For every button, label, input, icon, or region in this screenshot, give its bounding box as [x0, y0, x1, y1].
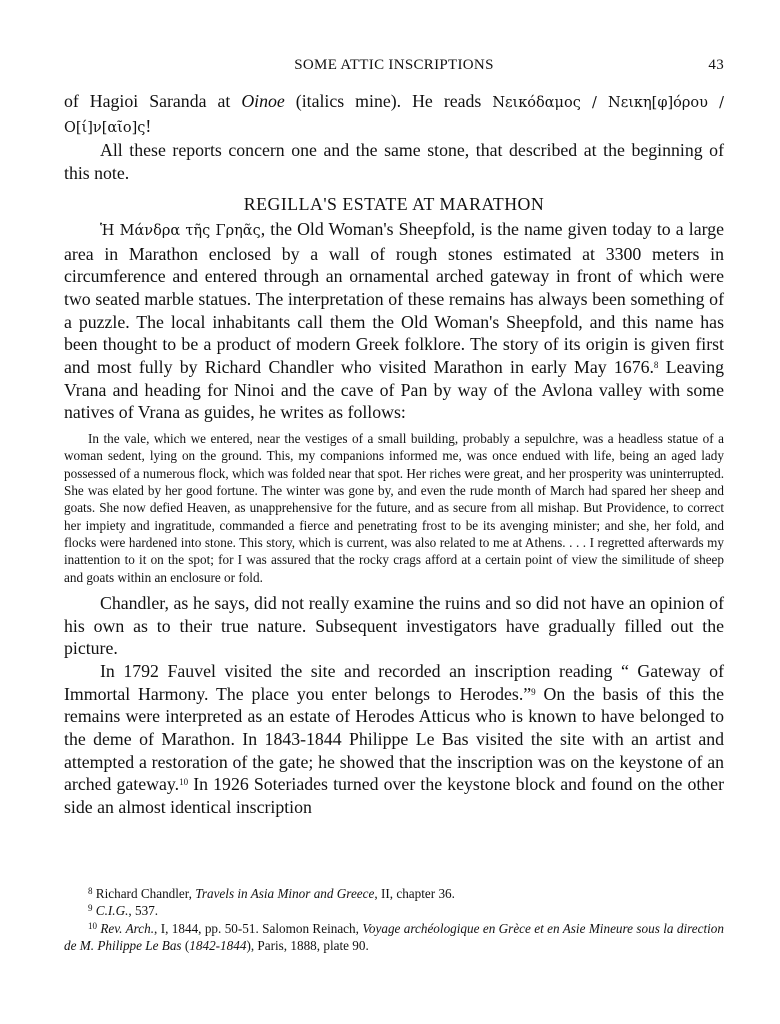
block-quote-chandler: In the vale, which we entered, near the vestiges of a small building, probably a sepulchre, was a headless statue of a woman sedent, lying on the ground. This, my companions informed me, was once endued with life, being an aged lady possessed of a numerous flock, which was folded near that spot. Her riches were great, and her prosperity was uninterrupted. She was elated by her good fortune. The winter was gone by, and even the rude month of March had spared her sheep and goats. She now defied Heaven, as unapprehensive for the future, and as secure from all mishap. But Providence, to correct her impiety and ingratitude, commanded a fierce and penetrating frost to be its avenging minister; and she, her fold, and flocks were hardened into stone. This story, which is current, was also related to me at Athens. . . . I regretted afterwards my inattention to it on the spot; for I was assured that the rocky crags afford at a certain point of view the similitude of sheep and goats within an enclosure or fold. — [64, 431, 724, 585]
book-title: Travels in Asia Minor and Greece — [195, 886, 375, 901]
journal-abbrev: C.I.G. — [92, 903, 129, 919]
footnote-number: 8 — [88, 886, 93, 896]
page-number: 43 — [708, 57, 724, 73]
section-heading: REGILLA'S ESTATE AT MARATHON — [243, 193, 545, 214]
text-run: ( — [181, 937, 190, 953]
footnote-number: 9 — [88, 903, 93, 914]
text-run: , I, 1844, pp. 50-51. Salomon Reinach, — [154, 920, 363, 936]
greek-name: Ἡ Μάνδρα τῆς Γρηᾶς — [100, 222, 261, 239]
running-title: SOME ATTIC INSCRIPTIONS — [294, 57, 494, 73]
footnote-10 — [64, 920, 724, 955]
italic-place-name: Oinoe — [241, 91, 285, 111]
paragraph-chandler: Chandler, as he says, did not really examine the ruins and so did not have an opinion of his own as to their true nature. Subsequent investigators have gradually filled out the picture. — [64, 592, 724, 659]
footnote-ref: 9 — [531, 686, 536, 697]
text-run: In 1792 Fauvel visited the site and recorded an inscription reading “ Gateway of Immortal Harmony. The place you enter belongs to Herodes.” — [64, 660, 724, 704]
paragraph-sheepfold — [64, 218, 724, 424]
body-text — [64, 90, 724, 819]
text-run: of Hagioi Saranda at — [64, 91, 242, 111]
footnote-9 — [64, 902, 724, 919]
date-range: 1842-1844 — [189, 937, 247, 953]
journal-abbrev: Rev. Arch. — [97, 920, 155, 936]
footnote-number: 10 — [88, 920, 97, 931]
footnote-8 — [64, 885, 724, 902]
footnote-ref: 10 — [179, 777, 189, 788]
text-run: , II, chapter 36. — [374, 886, 455, 901]
greek-inscription-text: Νεικόδαμος / Νεικη[φ]όρου / O[ί]ν[αῖο]ς — [64, 95, 724, 136]
paragraph-continuation — [64, 90, 724, 139]
text-run: ! — [145, 115, 152, 136]
text-run: ), Paris, 1888, plate 90. — [246, 937, 369, 953]
book-title: Voyage archéologique en Grèce et en Asie Mineure sous la direction de M. Philippe Le Bas — [64, 920, 724, 953]
text-run: , 537. — [128, 903, 159, 919]
text-run: In 1926 Soteriades turned over the keystone block and found on the other side an almost identical inscription — [64, 774, 724, 818]
text-run: , the Old Woman's Sheepfold, is the name given today to a large area in Marathon enclosed by a wall of rough stones estimated at 3300 meters in circumference and entered through an ornamental arched gateway in front of which were two seated marble statues. The interpretation of these remains has always been something of a puzzle. The local inhabitants call them the Old Woman's Sheepfold, and this name has been thought to be a product of modern Greek folklore. The story of its origin is given first and most fully by Richard Chandler who visited Marathon in early May 1676. — [64, 218, 724, 378]
text-run: Leaving Vrana and heading for Ninoi and the cave of Pan by way of the Avlona valley with some natives of Vrana as guides, he writes as follows: — [64, 357, 724, 423]
paragraph-reports: All these reports concern one and the same stone, that described at the beginning of this note. — [64, 140, 724, 184]
text-run: Richard Chandler, — [92, 886, 196, 901]
paragraph-fauvel — [64, 660, 724, 819]
footnote-ref: 8 — [653, 360, 659, 371]
text-run: (italics mine). He reads — [284, 91, 493, 111]
text-run: On the basis of this the remains were interpreted as an estate of Herodes Atticus who is known to have belonged to the deme of Marathon. In 1843-1844 Philippe Le Bas visited the site with an artist and attempted a restoration of the gate; he showed that the inscription was on the keystone of an arched gateway. — [64, 683, 724, 795]
footnotes — [64, 885, 724, 954]
